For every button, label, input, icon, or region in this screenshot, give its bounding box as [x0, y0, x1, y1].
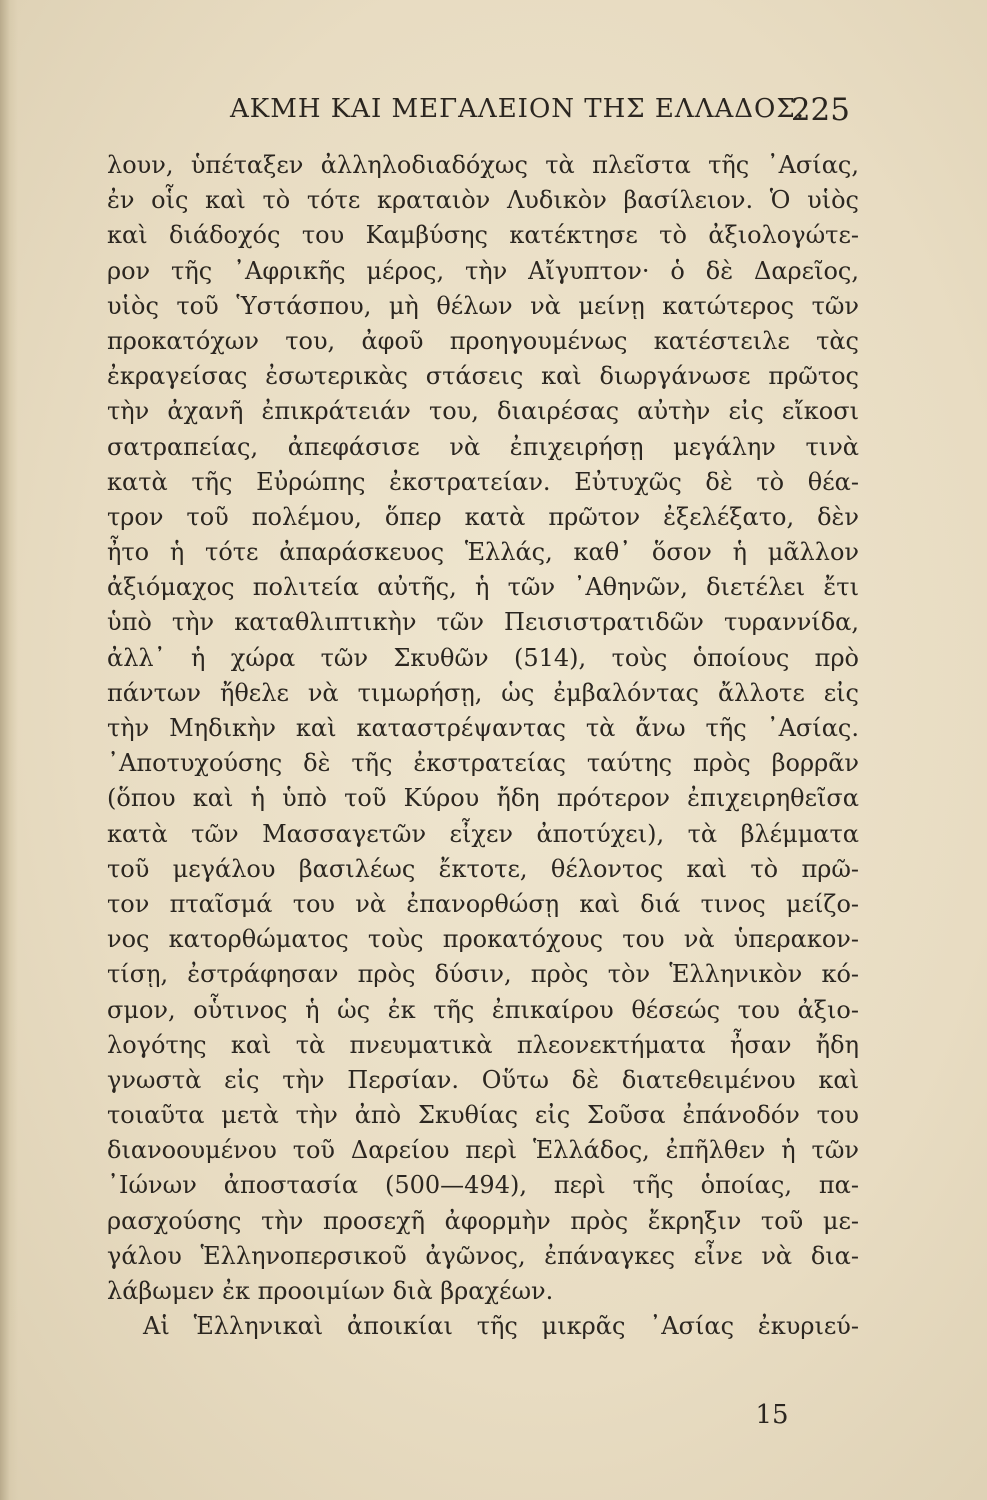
text-line: λουν, ὑπέταξεν ἀλληλοδιαδόχως τὰ πλεῖστα τῆς ᾿Ασίας,	[107, 151, 859, 179]
text-line: πάντων ἤθελε νὰ τιμωρήσῃ, ὡς ἐμβαλόντας ἄλλοτε εἰς	[107, 678, 859, 707]
text-line: ἐν οἷς καὶ τὸ τότε κραταιὸν Λυδικὸν βασίλειον. Ὁ υἱὸς	[107, 186, 859, 215]
text-line: ὑπὸ τὴν καταθλιπτικὴν τῶν Πεισιστρατιδῶν τυραννίδα,	[107, 608, 859, 637]
text-line: ᾿Ιώνων ἀποστασία (500—494), περὶ τῆς ὁποίας, πα-	[107, 1171, 859, 1200]
text-line: λογότης καὶ τὰ πνευματικὰ πλεονεκτήματα ἦσαν ἤδη	[107, 1030, 859, 1059]
text-line: τρον τοῦ πολέμου, ὅπερ κατὰ πρῶτον ἐξελέξατο, δὲν	[107, 502, 859, 531]
text-line: σατραπείας, ἀπεφάσισε νὰ ἐπιχειρήσῃ μεγάλην τινὰ	[107, 432, 859, 461]
text-line: σμον, οὗτινος ἡ ὡς ἐκ τῆς ἐπικαίρου θέσεώς του ἀξιο-	[107, 995, 859, 1024]
text-line: διανοουμένου τοῦ Δαρείου περὶ Ἑλλάδος, ἐπῆλθεν ἡ τῶν	[107, 1136, 859, 1165]
page-header	[230, 92, 850, 132]
text-line: κατὰ τῶν Μασσαγετῶν εἶχεν ἀποτύχει), τὰ βλέμματα	[107, 819, 859, 848]
text-line: (ὅπου καὶ ἡ ὑπὸ τοῦ Κύρου ἤδη πρότερον ἐπιχειρηθεῖσα	[107, 784, 859, 813]
page-edge-shadow	[0, 0, 18, 1500]
text-line: τοῦ μεγάλου βασιλέως ἔκτοτε, θέλοντος καὶ τὸ πρῶ-	[107, 854, 859, 883]
text-line: τοιαῦτα μετὰ τὴν ἀπὸ Σκυθίας εἰς Σοῦσα ἐπάνοδόν του	[107, 1101, 859, 1130]
signature-mark: 15	[755, 1400, 789, 1430]
text-line: ᾿Αποτυχούσης δὲ τῆς ἐκστρατείας ταύτης πρὸς βορρᾶν	[107, 749, 859, 778]
body-text	[107, 148, 859, 1344]
text-line: ἀλλ᾿ ἡ χώρα τῶν Σκυθῶν (514), τοὺς ὁποίους πρὸ	[107, 643, 859, 672]
text-line: Αἱ Ἑλληνικαὶ ἀποικίαι τῆς μικρᾶς ᾿Ασίας ἐκυριεύ-	[143, 1312, 859, 1341]
running-title: ΑΚΜΗ ΚΑΙ ΜΕΓΑΛΕΙΟΝ ΤΗΣ ΕΛΛΑΔΟΣ.	[230, 94, 805, 124]
text-line: νος κατορθώματος τοὺς προκατόχους του νὰ ὑπερακον-	[107, 925, 859, 954]
text-line: ρασχούσης τὴν προσεχῆ ἀφορμὴν πρὸς ἔκρηξιν τοῦ με-	[107, 1206, 859, 1235]
text-line: τον πταῖσμά του νὰ ἐπανορθώσῃ καὶ διά τινος μείζο-	[107, 889, 859, 918]
text-line: ἦτο ἡ τότε ἀπαράσκευος Ἑλλάς, καθ᾿ ὅσον ἡ μᾶλλον	[107, 538, 859, 567]
page-number: 225	[790, 92, 850, 128]
text-line: τίσῃ, ἐστράφησαν πρὸς δύσιν, πρὸς τὸν Ἑλληνικὸν κό-	[107, 960, 859, 989]
text-line: κατὰ τῆς Εὐρώπης ἐκστρατείαν. Εὐτυχῶς δὲ τὸ θέα-	[107, 467, 859, 496]
text-line: καὶ διάδοχός του Καμβύσης κατέκτησε τὸ ἀξιολογώτε-	[107, 221, 859, 250]
text-line: υἱὸς τοῦ Ὑστάσπου, μὴ θέλων νὰ μείνῃ κατώτερος τῶν	[107, 291, 859, 320]
text-line: τὴν ἀχανῆ ἐπικράτειάν του, διαιρέσας αὐτὴν εἰς εἴκοσι	[107, 397, 859, 426]
text-line: γάλου Ἑλληνοπερσικοῦ ἀγῶνος, ἐπάναγκες εἶνε νὰ δια-	[107, 1241, 859, 1270]
text-line: ἀξιόμαχος πολιτεία αὐτῆς, ἡ τῶν ᾿Αθηνῶν, διετέλει ἔτι	[107, 573, 859, 602]
text-line: ἐκραγείσας ἐσωτερικὰς στάσεις καὶ διωργάνωσε πρῶτος	[107, 362, 859, 391]
text-line: γνωστὰ εἰς τὴν Περσίαν. Οὕτω δὲ διατεθειμένου καὶ	[107, 1065, 859, 1094]
text-line: λάβωμεν ἐκ προοιμίων διὰ βραχέων.	[107, 1277, 554, 1305]
text-line: προκατόχων του, ἀφοῦ προηγουμένως κατέστειλε τὰς	[107, 326, 859, 355]
text-line: τὴν Μηδικὴν καὶ καταστρέψαντας τὰ ἄνω τῆς ᾿Ασίας.	[107, 714, 859, 742]
text-line: ρον τῆς ᾿Αφρικῆς μέρος, τὴν Αἴγυπτον· ὁ δὲ Δαρεῖος,	[107, 256, 859, 285]
